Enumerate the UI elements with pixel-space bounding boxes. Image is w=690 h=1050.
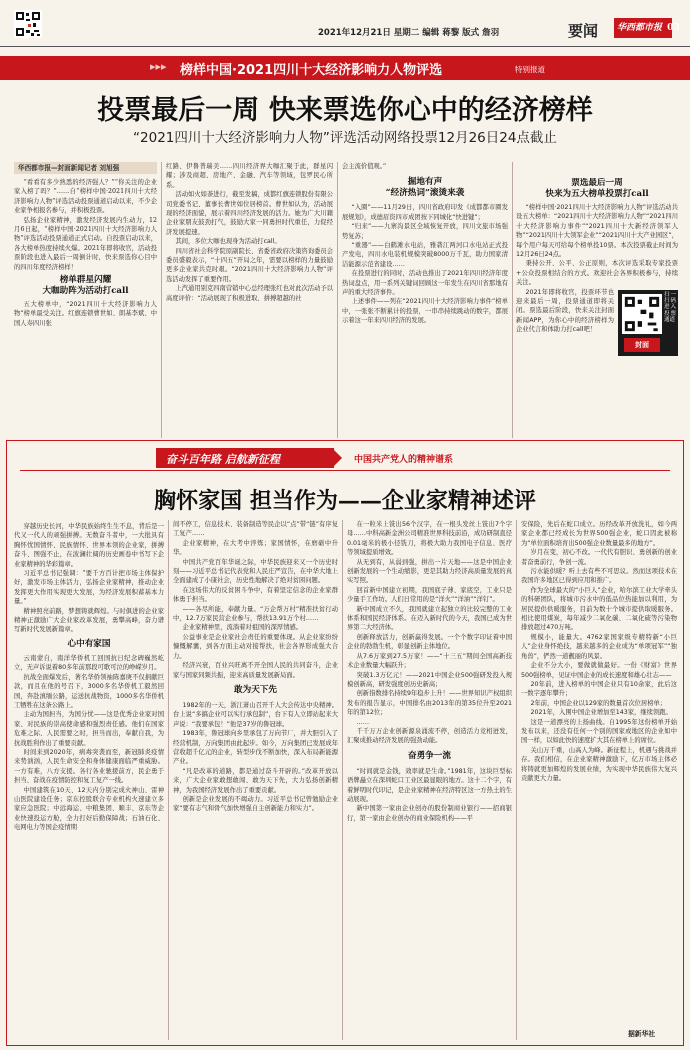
vote-qr-panel[interactable] bbox=[618, 290, 678, 356]
paragraph: 在投票进行的同时，活动也推出了2021年四川经济年度热词盘点，用一系列关键词回顾这一年发生在四川省那地有声的重大经济事件。 bbox=[342, 270, 508, 297]
paragraph: 中国建筑在10天、12天内分别完成火神山、雷神山医院建设任务；京东控股联合专业机构火速建立多家应急医院；中远海运、中粮集团、顺丰、京东等企业快速投运方舱，全力打好后勤保障战；石油石化、电网电力等国企疫情期 bbox=[14, 786, 164, 832]
paragraph: 其间，多位大咖也现身为活动打call。 bbox=[175, 238, 281, 246]
paragraph: 作为全球最大的“小巨人”企业，哈尔滨工业大学牵头的科研团队，将城市污水中的低品位热能加以利用，为居民提供供暖服务，目前为数十个城市提供取暖服务。相比使用煤炭，每年减少二氧化碳、二氧化硫等污染物排放超过470万吨。 bbox=[521, 586, 677, 632]
paragraph: 创新释放活力，创新赢得发展。一个个数字印证着中国企业的勃勃生机，彰显创新主体地位。 bbox=[347, 633, 512, 651]
lead-paragraph-2: 弘扬企业家精神，激发经济发展内生动力，12月6日起，“榜样中国·2021四川十大经济影响力人物”评选活动投票通道正式启动。自投票启动以来，各大榜单热度持续火爆。2021年即将收官，活动投票阶段也进入最后一周倒计时，快来票选你心目中的四川年度经济榜样！ bbox=[14, 216, 157, 271]
lead-paragraph: 精神照亮前路，梦想铸就辉煌。与时俱进的企业家精神正激励广大企业家改革发展，勇攀高峰，奋力谱写新时代发展新篇章。 bbox=[14, 607, 164, 634]
paragraph: “凡是改革的道路，都是通过奋斗开辟的。”改革开放以来，广大企业家敢想敢闯、敢为天下先，大力弘扬创新精神，为我国经济发展作出了重要贡献。 bbox=[173, 767, 338, 794]
lead-paragraph: 习近平总书记强调：“要千方百计把市场主体保护好，激发市场主体活力，弘扬企业家精神，推动企业发挥更大作用实现更大发展，为经济发展积蓄基本力量。” bbox=[14, 570, 164, 606]
paragraph: 上汽通用别克四南营销中心总经理张红也对此次活动予以高度评价：“活动展现了积极进取、拼搏超越的社 bbox=[166, 285, 333, 302]
paragraph: 从无到有，从弱到强，拼出一片天地——这是中国企业创新发展的一个生动缩影，更是其助力经济高质量发展的真实写照。 bbox=[347, 558, 512, 585]
paragraph: 主动为国担当，为国分忧——这是优秀企业家对国家、对民族的崇高使命感和强烈责任感。他们在国家危难之际、人民需要之时，担当而出，奉献自我，为抗战胜利作出了重要贡献。 bbox=[14, 711, 164, 747]
masthead-rule bbox=[0, 46, 690, 47]
banner-tag: 特别报道 bbox=[515, 65, 545, 74]
qr-code-icon bbox=[14, 10, 42, 38]
paragraph: 企业家精神，在大考中淬炼；家国情怀，在磨砺中升华。 bbox=[173, 539, 338, 557]
star-icon bbox=[332, 448, 342, 468]
paragraph: 企业不分大小，要做就做最好。一份《财富》世界500强榜单，见证中国企业的成长速度和雄心壮志—— bbox=[521, 662, 677, 679]
paragraph: 2021年即将收官，投票环节也迎来最后一周，投票通道即将关闭。票选最后阶段，快来关注封面新闻APP，为你心中的经济榜样为企业代言和体助力打call吧！ bbox=[516, 288, 614, 334]
paragraph: 关山万千重，山高人为峰。新征程上，机遇与挑战并存。我们相信，在企业家精神激励下，亿万市场主体必将铸就更加辉煌的发展业绩，为实现中华民族伟大复兴贡献更大力量。 bbox=[521, 746, 677, 782]
lead-paragraph-1: “看看有多少熟悉的经济强人？”“你关注的企业家入榜了吗？”……自“榜样中国·2021四川十大经济影响力人物”评选活动投票通道启动以来，不少企业家争相报名参与，并积极投票。 bbox=[14, 179, 157, 215]
paragraph: 云南蒙自，南洋华侨机工回国抗日纪念碑巍然屹立，无声诉说着80多年前那段可歌可泣的峥嵘岁月。 bbox=[14, 654, 164, 672]
paragraph: 2021年，入围中国企业增加至143家，继续领跑。 bbox=[530, 709, 672, 717]
paragraph: 创新是企业发展的不竭动力。习近平总书记曾勉励企业家“要有志气和骨气加快增强自主创新能力和实力”。 bbox=[173, 795, 338, 813]
app-label: 封面 bbox=[624, 338, 660, 352]
paragraph: 1983年，鲁冠球向乡里承包了万向节厂，并大胆引入了经营机制，万向集团由此起步。如今，万向集团已发展成年营收超千亿元的企业，转型步伐不断加快，深入布局新能源产业。 bbox=[173, 730, 338, 766]
paragraph: 企业家精神里，流淌着对祖国的深厚情感。 bbox=[182, 624, 303, 632]
banner-title: 榜样中国·2021四川十大经济影响力人物评选 bbox=[180, 63, 443, 78]
paragraph: 创新指数排名持续9年稳步上升！——世界知识产权组织发布的报告显示，中国排名由2013年的第35位升至2021年的第12位； bbox=[347, 690, 512, 717]
feature-col-2 bbox=[173, 520, 338, 1038]
main-subheadline: “2021四川十大经济影响力人物”评选活动网络投票12月26日24点截止 bbox=[133, 130, 557, 146]
masthead bbox=[0, 0, 690, 46]
reporter-byline: 华西都市报—封面新闻记者 刘旭强 bbox=[14, 162, 157, 174]
column-rule bbox=[168, 520, 169, 1040]
paragraph: 红路、伊鲁普瑞美……四川经济界大咖汇聚于此，群星闪耀；涉及商超、房地产、金融、汽车等领域，包罗民心所系。 bbox=[166, 163, 333, 189]
arrow-icon: ▸▸▸ bbox=[150, 60, 167, 73]
paragraph: 上述事件——列在“2021四川十大经济影响力事件”榜单中，一张张不断累计的投票，一串串持续跳动的数字，都展示着这一年来四川经济的发展。 bbox=[342, 298, 508, 325]
feature-col-1 bbox=[14, 522, 164, 1038]
paragraph: 中国共产党百年华诞之际，中华民族迎来又一个历史时刻——习近平总书记代表党和人民庄严宣告，在中华大地上全面建成了小康社会，历史性地解决了绝对贫困问题。 bbox=[173, 558, 338, 585]
vote-qr-code-icon[interactable] bbox=[622, 294, 662, 334]
paragraph: 突破1.3万亿元！——2021中国企业500强研发投入规模创新高，研发强度创历史新高； bbox=[347, 671, 512, 688]
paragraph: 间不停工，信息技术、装备制造等民企以“点”带“链”有序复工复产…… bbox=[173, 521, 338, 538]
paragraph: 回首新中国建立初期，我国底子薄、家底空，工业只是少量手工作坊。人们日常用的是“洋火”“洋油”“洋钉”。 bbox=[347, 586, 512, 604]
feature-col-4 bbox=[521, 520, 677, 1026]
series-rule bbox=[20, 470, 670, 471]
column-rule bbox=[337, 162, 338, 438]
top-col-1 bbox=[14, 178, 157, 436]
series-title-banner bbox=[156, 448, 334, 468]
page-number: 03 bbox=[667, 23, 680, 33]
paragraph: 抗战全面爆发后，著名华侨领袖陈嘉庚不仅捐献巨款，而且在他的号召下，3000多名华侨机工毅然回国，奔赴滇缅公路，运送抗战物资，1000多名华侨机工牺牲在这条公路上。 bbox=[14, 673, 164, 709]
paragraph: 岁月在变，初心不改。一代代有胆识、勇创新的创业者奋勇前行，争创一流。 bbox=[521, 549, 677, 566]
series-banner bbox=[0, 56, 690, 80]
top-col-3 bbox=[342, 162, 508, 437]
paper-logo: 华西都市报 03 bbox=[614, 18, 672, 38]
paragraph: 新中国成立不久，我国就建立起独立的比较完整的工业体系和国民经济体系。在迈入新时代的今天，我国已成为世界第二大经济体。 bbox=[347, 605, 512, 632]
feature-headline: 胸怀家国 担当作为——企业家精神述评 bbox=[154, 488, 536, 514]
source-credit: 据新华社 bbox=[628, 1030, 656, 1038]
top-col-2 bbox=[166, 162, 333, 437]
paragraph: 秉持公开、公平、公正原则，本次评选采取专家投票+公众投票相结合的方式。欢迎社会各界积极参与，持续关注。 bbox=[516, 260, 678, 287]
paragraph: “归来”——九寨沟景区全域恢复开放，四川文旅市场强势复苏； bbox=[342, 223, 508, 240]
column-rule bbox=[512, 162, 513, 438]
paragraph: 1982年的一天，浙江萧山召开千人大会传达中央精神。台上说“多搞企业可以实行承包制”，台下有人立即站起来大声说：“我要承包！”他是37岁的鲁冠球。 bbox=[173, 701, 338, 728]
column-rule bbox=[342, 520, 343, 1040]
paragraph: 会主流价值观。” bbox=[342, 163, 387, 170]
paragraph: 在一粒米上铣出56个汉字，在一根头发丝上铣出7个字母……中科高新金洲公司精准世界科技前沿，成功研制直径0.01毫米的极小径铣刀，将极大助力我国电子信息、医疗等领域提质增效。 bbox=[347, 521, 512, 557]
series-title: 奋斗百年路 启航新征程 bbox=[166, 453, 280, 466]
paragraph: …… bbox=[356, 718, 370, 726]
paragraph: 2年前，中国企业以129家的数量首次位居榜单； bbox=[530, 699, 667, 707]
paragraph: “入圈”——11月29日，四川省政府印发《成都都市圈发展规划》，成德眉资四市成团按下同城化“快进键”； bbox=[342, 204, 508, 221]
paragraph: ——各尽所能，奉献力量。“万企帮万村”精准扶贫行动中，12.7万家民营企业参与，帮扶13.91万个村…… bbox=[173, 605, 338, 623]
paragraph: “时间就是金钱，效率就是生命。”1981年，这块巨型标语牌矗立在深圳蛇口工业区最显眼的地方。这十二个字，有着鲜明时代印记，是企业家精神在经济特区这一方热土的生动展现。 bbox=[347, 767, 512, 803]
series-subtitle: 中国共产党人的精神谱系 bbox=[354, 455, 454, 465]
qr-caption: 扫一扫码进入投票通道 bbox=[664, 291, 676, 323]
paragraph: 安保险，先后在蛇口成立。历经改革开放洗礼，如今两家企业都已经成长为世界500强企业，蛇口因此被称为“单位面积培育出500强企业数量最多的地方”。 bbox=[521, 521, 677, 547]
paragraph: 时间来到2020年，病毒突袭而至，新冠肺炎疫情来势汹汹，人民生命安全和身体健康面临严重威胁。一方有难，八方支援。各行各业驰援前方，民企勇于担当、奋战在疫情防控和复工复产一线。 bbox=[14, 748, 164, 785]
date-line: 2021年12月21日 星期二 编辑 蒋黎 版式 詹羽 bbox=[318, 28, 500, 38]
subheading: 奋勇争一流 bbox=[408, 750, 451, 761]
subheading: 心中有家国 bbox=[67, 638, 111, 649]
paragraph: 经济兴衰，百业兴旺离不开全国人民的共同奋斗，企业家与国家同频共振，迎来高质量发展新局面。 bbox=[173, 662, 338, 679]
paragraph: 这是一道漂亮的上扬曲线。自1995年这份榜单开始发布以来，还没有任何一个别的国家或地区的企业如中国一样，以如此快的速度扩大其在榜单上的席位。 bbox=[521, 718, 677, 745]
main-headline: 投票最后一周 快来票选你心中的经济榜样 bbox=[97, 95, 593, 126]
paragraph: “榜样中国·2021四川十大经济影响力人物”评选活动共设五大榜单：“2021四川十大经济影响力人物”“2021四川十大经济影响力事件”“2021四川十大新经济领军人物”“2021四川十大领军企业”“2021四川十大产业园区”，每个用户每天可给每个榜单投10票。本次投票截止时间为12月26日24点。 bbox=[516, 204, 678, 259]
paragraph: 从7.6万家到27.5万家！——“十三五”期间全国高新技术企业数量大幅跃升； bbox=[347, 652, 512, 670]
lead-paragraph: 穿越历史长河，中华民族始终生生不息，背后是一代又一代人的顽强拼搏。无数奋斗者中，一大批具有胸怀忧国情怀、民族情怀、世界本领的企业家，拼搏奋斗、图强不止，在波澜壮阔的历史画卷中书写下企业家精神的华彩篇章。 bbox=[14, 523, 164, 568]
paragraph: 四川省社会科学院原副院长、省委省政府决策咨询委员会委员盛毅表示，“十四五”开局之年，需要以榜样的力量鼓励更多企业家共克时艰。“2021四川十大经济影响力人物”评选活动发挥了重要作用。 bbox=[166, 247, 333, 283]
paragraph: 在这场伟大的反贫困斗争中，有着坚定信念的企业家群体勇于担当。 bbox=[173, 586, 338, 604]
paragraph: 五大榜单中，“2021四川十大经济影响力人物”榜单最受关注。红旗连锁曹世如、朗基李斌、中国人寿四川张 bbox=[14, 301, 157, 327]
subheading: 掘地有声 “经济热词”滚烫来袭 bbox=[385, 177, 465, 199]
paragraph: 公益事业是企业家社会责任的重要体现。从企业家纷纷慷慨解囊，到各方面主动对接帮扶，社会各界形成强大合力。 bbox=[173, 633, 338, 660]
paragraph: 规模小，能量大。4762家国家级专精特新“小巨人”企业身怀绝技，越来越多的企业成为“单项冠军”“独角兽”，俨然一道靓丽的风景。 bbox=[521, 633, 677, 660]
subheading: 榜单群星闪耀 大咖助阵为活动打call bbox=[42, 275, 129, 297]
paragraph: “重器”——白鹤滩水电站，雅砻江两河口水电站正式投产发电，四川水电装机规模突破8000万千瓦，助力国家清洁能源示范省建设…… bbox=[342, 242, 508, 268]
column-rule bbox=[161, 162, 162, 438]
subheading: 敢为天下先 bbox=[234, 684, 277, 695]
column-rule bbox=[516, 520, 517, 1040]
feature-col-3 bbox=[347, 520, 512, 1038]
subheading: 票选最后一周 快来为五大榜单投票打call bbox=[545, 178, 649, 199]
section-name: 要闻 bbox=[568, 22, 599, 40]
paragraph: 千千万万企业创新源泉涌流不停，创造活力竞相迸发，汇聚成推动经济发展的强劲动能。 bbox=[347, 727, 512, 745]
col4-text bbox=[516, 203, 678, 349]
top-col-4 bbox=[516, 178, 678, 438]
paragraph: 活动如火如荼进行，截至发稿，成都红旗连锁股份有限公司党委书记、董事长曹世如位居榜首。曹世如认为，活动展现的经济面貌，展示着四川经济发展的活力。她为广大川籍企业家朋友鼓劲打气，鼓励大家一同勇担时代重任，力促经济发展提速。 bbox=[166, 191, 333, 236]
paragraph: 20年前，进入榜单的中国企业只有10余家，此后这一数字逐年攀升； bbox=[521, 680, 677, 698]
paragraph: 新中国第一家由企业创办的股份制商业银行——招商银行，第一家由企业创办的商业保险机构——平 bbox=[347, 805, 512, 822]
paragraph: 污水能供暖？听上去有些不可思议。然而这项技术在我国许多地区已得到应用和推广。 bbox=[521, 568, 677, 585]
